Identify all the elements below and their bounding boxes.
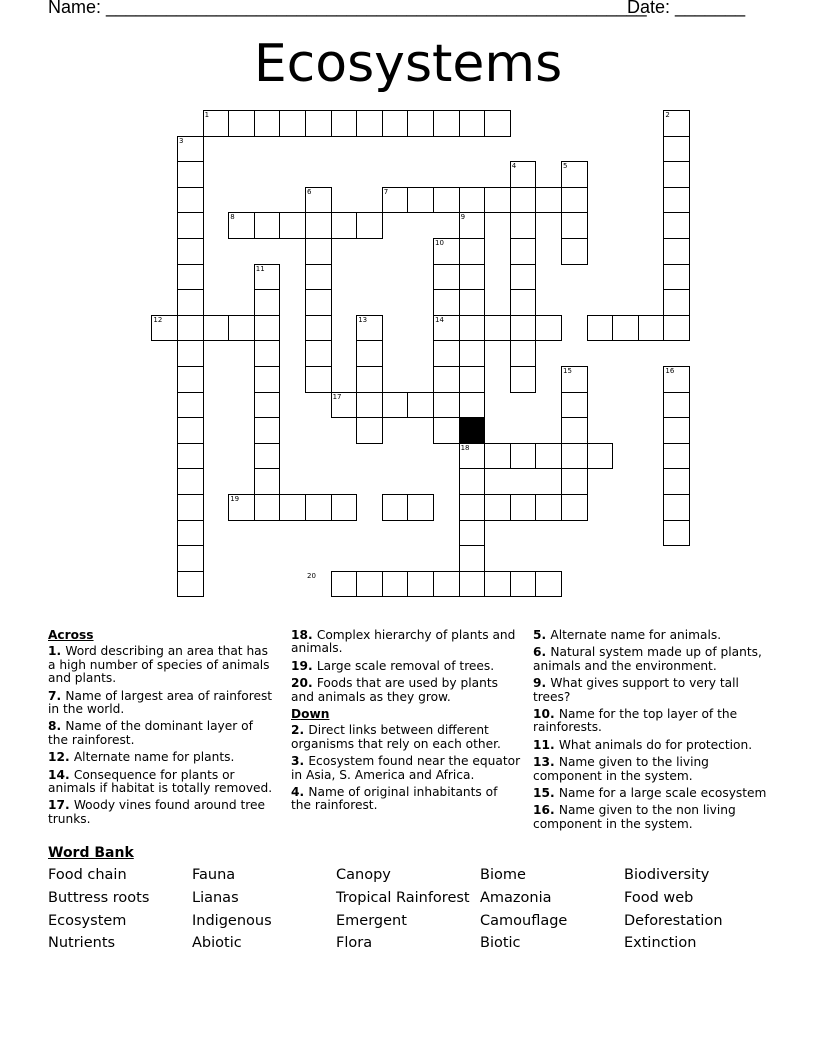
across-heading: Across [48, 628, 94, 642]
crossword-cell[interactable] [663, 392, 690, 419]
clue-number-1: 1 [204, 111, 210, 119]
crossword-cell[interactable] [663, 264, 690, 291]
crossword-cell[interactable] [433, 187, 460, 214]
clue-number: 5. [533, 628, 551, 642]
clue-number-13: 13 [358, 315, 368, 324]
clue-item [533, 756, 773, 783]
crossword-cell[interactable] [356, 110, 383, 137]
clue-text: Direct links between different organisms that rely on each other. [291, 723, 501, 751]
word-bank-item: Amazonia [480, 890, 552, 906]
crossword-cell[interactable] [510, 494, 537, 521]
clue-text: Complex hierarchy of plants and animals. [291, 628, 516, 656]
word-bank-item: Indigenous [192, 913, 272, 929]
crossword-cell[interactable] [407, 187, 434, 214]
clue-number: 7. [48, 688, 66, 703]
word-bank-item: Canopy [336, 867, 391, 883]
crossword-cell[interactable] [561, 212, 588, 239]
crossword-cell[interactable] [407, 110, 434, 137]
crossword-cell[interactable] [254, 289, 281, 316]
crossword-cell[interactable] [535, 571, 562, 598]
crossword-cell[interactable] [433, 289, 460, 316]
clue-text: Name of largest area of rainforest in the world. [48, 688, 273, 717]
clue-number: 20. [291, 676, 317, 691]
crossword-cell[interactable] [177, 571, 204, 598]
crossword-cell[interactable] [254, 315, 281, 342]
crossword-cell[interactable] [663, 494, 690, 521]
clue-text: Woody vines found around tree trunks. [48, 798, 266, 826]
crossword-cell[interactable] [305, 315, 332, 342]
clues-column-2 [291, 629, 521, 817]
crossword-cell[interactable] [382, 392, 409, 419]
crossword-cell[interactable] [459, 545, 486, 572]
crossword-cell[interactable] [254, 417, 281, 444]
crossword-cell[interactable] [331, 494, 358, 521]
crossword-cell[interactable] [254, 392, 281, 419]
crossword-cell[interactable] [459, 571, 486, 598]
clue-text: Name of the dominant layer of the rainforest. [48, 719, 253, 747]
clues-column-1 [48, 629, 276, 830]
clue-number: 3. [291, 754, 309, 769]
clue-number: 17. [48, 798, 74, 813]
name-field-label: Name: ______________________________________________________ [48, 0, 647, 17]
crossword-cell[interactable] [459, 110, 486, 137]
clue-text: Natural system made up of plants, animals and the environment. [533, 645, 762, 673]
crossword-cell[interactable] [433, 366, 460, 393]
crossword-cell[interactable] [254, 366, 281, 393]
crossword-cell[interactable] [433, 264, 460, 291]
clue-number-12: 12 [153, 315, 163, 324]
clue-number: 15. [533, 786, 559, 801]
crossword-cell[interactable] [510, 212, 537, 239]
clue-item [48, 645, 276, 685]
crossword-cell[interactable] [510, 187, 537, 214]
crossword-cell[interactable] [587, 443, 614, 470]
crossword-cell[interactable] [382, 110, 409, 137]
clue-text: Alternate name for animals. [550, 628, 722, 642]
crossword-cell[interactable] [177, 289, 204, 316]
crossword-cell[interactable] [356, 212, 383, 239]
crossword-cell[interactable] [279, 494, 306, 521]
clue-text: Word describing an area that has a high number of species of animals and plants. [48, 644, 270, 686]
crossword-cell[interactable] [254, 443, 281, 470]
crossword-cell[interactable] [305, 110, 332, 137]
crossword-cell[interactable] [663, 417, 690, 444]
crossword-cell[interactable] [177, 494, 204, 521]
crossword-cell[interactable] [356, 340, 383, 367]
crossword-cell[interactable] [459, 187, 486, 214]
crossword-cell[interactable] [510, 366, 537, 393]
crossword-cell[interactable] [356, 417, 383, 444]
clue-number: 4. [291, 785, 309, 800]
crossword-cell[interactable] [407, 392, 434, 419]
crossword-cell[interactable] [484, 110, 511, 137]
crossword-cell[interactable] [663, 212, 690, 239]
crossword-cell[interactable] [433, 340, 460, 367]
crossword-cell[interactable] [459, 340, 486, 367]
crossword-cell[interactable] [663, 161, 690, 188]
clue-item [533, 787, 773, 800]
crossword-cell[interactable] [561, 468, 588, 495]
crossword-cell[interactable] [177, 264, 204, 291]
crossword-cell[interactable] [433, 392, 460, 419]
crossword-cell[interactable] [510, 315, 537, 342]
word-bank-item: Food web [624, 890, 694, 906]
clue-item [291, 677, 521, 704]
crossword-cell[interactable] [587, 315, 614, 342]
word-bank-item: Food chain [48, 867, 127, 883]
crossword-cell[interactable] [484, 443, 511, 470]
crossword-cell[interactable] [228, 315, 255, 342]
crossword-cell[interactable] [254, 494, 281, 521]
clue-item [533, 804, 773, 831]
word-bank-item: Buttress roots [48, 890, 150, 906]
clue-item [533, 629, 773, 642]
crossword-cell[interactable] [177, 366, 204, 393]
clue-item [48, 769, 276, 796]
word-bank-item: Tropical Rainforest [336, 890, 470, 906]
crossword-cell[interactable] [561, 443, 588, 470]
crossword-cell[interactable] [561, 494, 588, 521]
clue-number-16: 16 [665, 367, 675, 375]
crossword-cell[interactable] [535, 187, 562, 214]
clue-number-6: 6 [307, 187, 312, 196]
crossword-cell[interactable] [561, 187, 588, 214]
date-field-label: Date: _______ [627, 0, 746, 17]
crossword-cell[interactable] [356, 366, 383, 393]
crossword-cell[interactable] [177, 417, 204, 444]
crossword-cell[interactable] [561, 392, 588, 419]
word-bank-item: Flora [336, 935, 373, 951]
crossword-cell[interactable] [177, 315, 204, 342]
word-bank-item: Biodiversity [624, 867, 710, 883]
crossword-cell[interactable] [331, 110, 358, 137]
crossword-cell[interactable] [663, 289, 690, 316]
crossword-cell[interactable] [510, 571, 537, 598]
crossword-cell[interactable] [279, 212, 306, 239]
crossword-cell[interactable] [663, 468, 690, 495]
clue-item [291, 660, 521, 673]
clue-item [291, 755, 521, 782]
word-bank-item: Lianas [192, 890, 239, 906]
clue-number: 10. [533, 707, 559, 722]
clue-text: Alternate name for plants. [73, 750, 235, 765]
crossword-cell[interactable] [177, 392, 204, 419]
clue-item [533, 708, 773, 735]
crossword-cell[interactable] [459, 366, 486, 393]
clue-number-17: 17 [332, 392, 342, 401]
crossword-cell[interactable] [459, 289, 486, 316]
clue-text: Large scale removal of trees. [316, 658, 495, 673]
crossword-cell[interactable] [177, 187, 204, 214]
crossword-cell[interactable] [459, 238, 486, 265]
crossword-cell[interactable] [535, 315, 562, 342]
crossword-cell[interactable] [203, 315, 230, 342]
clue-number-10: 10 [435, 239, 444, 247]
clue-number-7: 7 [383, 187, 389, 196]
crossword-cell[interactable] [433, 110, 460, 137]
crossword-cell[interactable] [433, 571, 460, 598]
clue-number-4: 4 [511, 162, 517, 171]
clue-item [48, 751, 276, 764]
word-bank-item: Ecosystem [48, 913, 127, 929]
clue-text: Consequence for plants or animals if habitat is totally removed. [48, 767, 273, 796]
crossword-cell[interactable] [305, 289, 332, 316]
page-title: Ecosystems [253, 34, 563, 94]
clue-number: 1. [48, 644, 66, 659]
crossword-cell[interactable] [177, 161, 204, 188]
clue-number-19: 19 [230, 495, 240, 503]
clue-number: 2. [291, 723, 309, 738]
crossword-cell[interactable] [177, 212, 204, 239]
crossword-cell[interactable] [510, 264, 537, 291]
clue-number-15: 15 [563, 367, 572, 375]
crossword-cell[interactable] [484, 494, 511, 521]
crossword-cell[interactable] [663, 443, 690, 470]
clue-number: 13. [533, 755, 559, 770]
crossword-cell[interactable] [254, 340, 281, 367]
crossword-cell[interactable] [561, 238, 588, 265]
crossword-cell[interactable] [459, 520, 486, 547]
down-heading: Down [291, 707, 330, 722]
crossword-cell[interactable] [510, 443, 537, 470]
word-bank-item: Biome [480, 867, 526, 883]
black-cell [459, 417, 486, 444]
crossword-cell[interactable] [535, 494, 562, 521]
word-bank-item: Abiotic [192, 935, 242, 951]
clue-item [533, 739, 773, 752]
clue-number: 14. [48, 767, 74, 782]
crossword-cell[interactable] [305, 494, 332, 521]
crossword-cell[interactable] [459, 494, 486, 521]
clue-number-3: 3 [179, 136, 184, 145]
crossword-cell[interactable] [331, 212, 358, 239]
crossword-cell[interactable] [254, 212, 281, 239]
clue-item [533, 677, 773, 704]
crossword-cell[interactable] [177, 520, 204, 547]
crossword-cell[interactable] [638, 315, 665, 342]
word-bank-item: Camouflage [480, 913, 568, 929]
clue-item [48, 720, 276, 747]
crossword-cell[interactable] [663, 315, 690, 342]
crossword-cell[interactable] [228, 110, 255, 137]
crossword-cell[interactable] [305, 238, 332, 265]
crossword-cell[interactable] [407, 571, 434, 598]
crossword-cell[interactable] [484, 571, 511, 598]
crossword-cell[interactable] [177, 468, 204, 495]
crossword-cell[interactable] [356, 392, 383, 419]
crossword-cell[interactable] [433, 417, 460, 444]
clue-text: Name given to the living component in the system. [533, 755, 709, 783]
clue-item [533, 646, 773, 673]
clue-number-2: 2 [665, 111, 670, 119]
crossword-cell[interactable] [254, 468, 281, 495]
clue-number: 12. [48, 750, 74, 765]
clue-item [291, 786, 521, 813]
crossword-cell[interactable] [177, 545, 204, 572]
crossword-cell[interactable] [663, 136, 690, 163]
crossword-cell[interactable] [382, 571, 409, 598]
clue-number-11: 11 [255, 264, 265, 273]
clue-text: Ecosystem found near the equator in Asia, S. America and Africa. [291, 754, 521, 782]
crossword-cell[interactable] [254, 110, 281, 137]
clue-number: 18. [291, 628, 317, 642]
clue-text: Name given to the non living component in the system. [533, 803, 736, 831]
crossword-cell[interactable] [663, 520, 690, 547]
clue-number: 19. [291, 658, 317, 673]
crossword-cell[interactable] [331, 571, 358, 598]
clue-item [291, 629, 521, 656]
word-bank-title: Word Bank [48, 845, 134, 861]
clue-text: Name for a large scale ecosystem [558, 786, 767, 801]
crossword-cell[interactable] [305, 366, 332, 393]
crossword-cell[interactable] [356, 571, 383, 598]
crossword-cell[interactable] [510, 238, 537, 265]
clue-text: What gives support to very tall trees? [533, 676, 739, 704]
crossword-cell[interactable] [305, 264, 332, 291]
clue-number-9: 9 [460, 213, 466, 222]
crossword-cell[interactable] [459, 392, 486, 419]
clue-number-18: 18 [460, 443, 470, 452]
crossword-cell[interactable] [510, 289, 537, 316]
clues-column-3 [533, 629, 773, 835]
word-bank-item: Emergent [336, 913, 407, 929]
clue-number-14: 14 [435, 315, 444, 324]
clue-number: 16. [533, 803, 559, 818]
crossword-cell[interactable] [612, 315, 639, 342]
clue-text: What animals do for protection. [558, 737, 753, 752]
clue-text: Name for the top layer of the rainforests. [533, 707, 738, 735]
crossword-cell[interactable] [484, 187, 511, 214]
crossword-cell[interactable] [484, 315, 511, 342]
crossword-cell[interactable] [177, 443, 204, 470]
crossword-cell[interactable] [382, 494, 409, 521]
clue-number: 8. [48, 719, 66, 734]
clue-number-8: 8 [230, 213, 235, 222]
word-bank-item: Biotic [480, 935, 521, 951]
crossword-cell[interactable] [279, 110, 306, 137]
crossword-cell[interactable] [407, 494, 434, 521]
crossword-cell[interactable] [177, 238, 204, 265]
crossword-cell[interactable] [663, 238, 690, 265]
clue-item [48, 690, 276, 717]
crossword-cell[interactable] [177, 340, 204, 367]
crossword-cell[interactable] [459, 315, 486, 342]
clue-item [48, 799, 276, 826]
clue-number: 11. [533, 737, 559, 752]
word-bank-item: Deforestation [624, 913, 723, 929]
clue-number-5: 5 [563, 162, 568, 171]
crossword-cell[interactable] [510, 340, 537, 367]
clue-number-20: 20 [307, 571, 316, 580]
word-bank-item: Fauna [192, 867, 236, 883]
word-bank-item: Extinction [624, 935, 697, 951]
crossword-cell[interactable] [459, 264, 486, 291]
clue-number: 6. [533, 645, 551, 660]
crossword-cell[interactable] [663, 187, 690, 214]
crossword-cell[interactable] [305, 212, 332, 239]
crossword-cell[interactable] [459, 468, 486, 495]
clue-text: Foods that are used by plants and animals as they grow. [291, 676, 498, 704]
crossword-cell[interactable] [305, 340, 332, 367]
clue-text: Name of original inhabitants of the rainforest. [291, 785, 498, 813]
crossword-cell[interactable] [535, 443, 562, 470]
word-bank-item: Nutrients [48, 935, 116, 951]
crossword-cell[interactable] [561, 417, 588, 444]
clue-item [291, 724, 521, 751]
clue-number: 9. [533, 676, 551, 691]
